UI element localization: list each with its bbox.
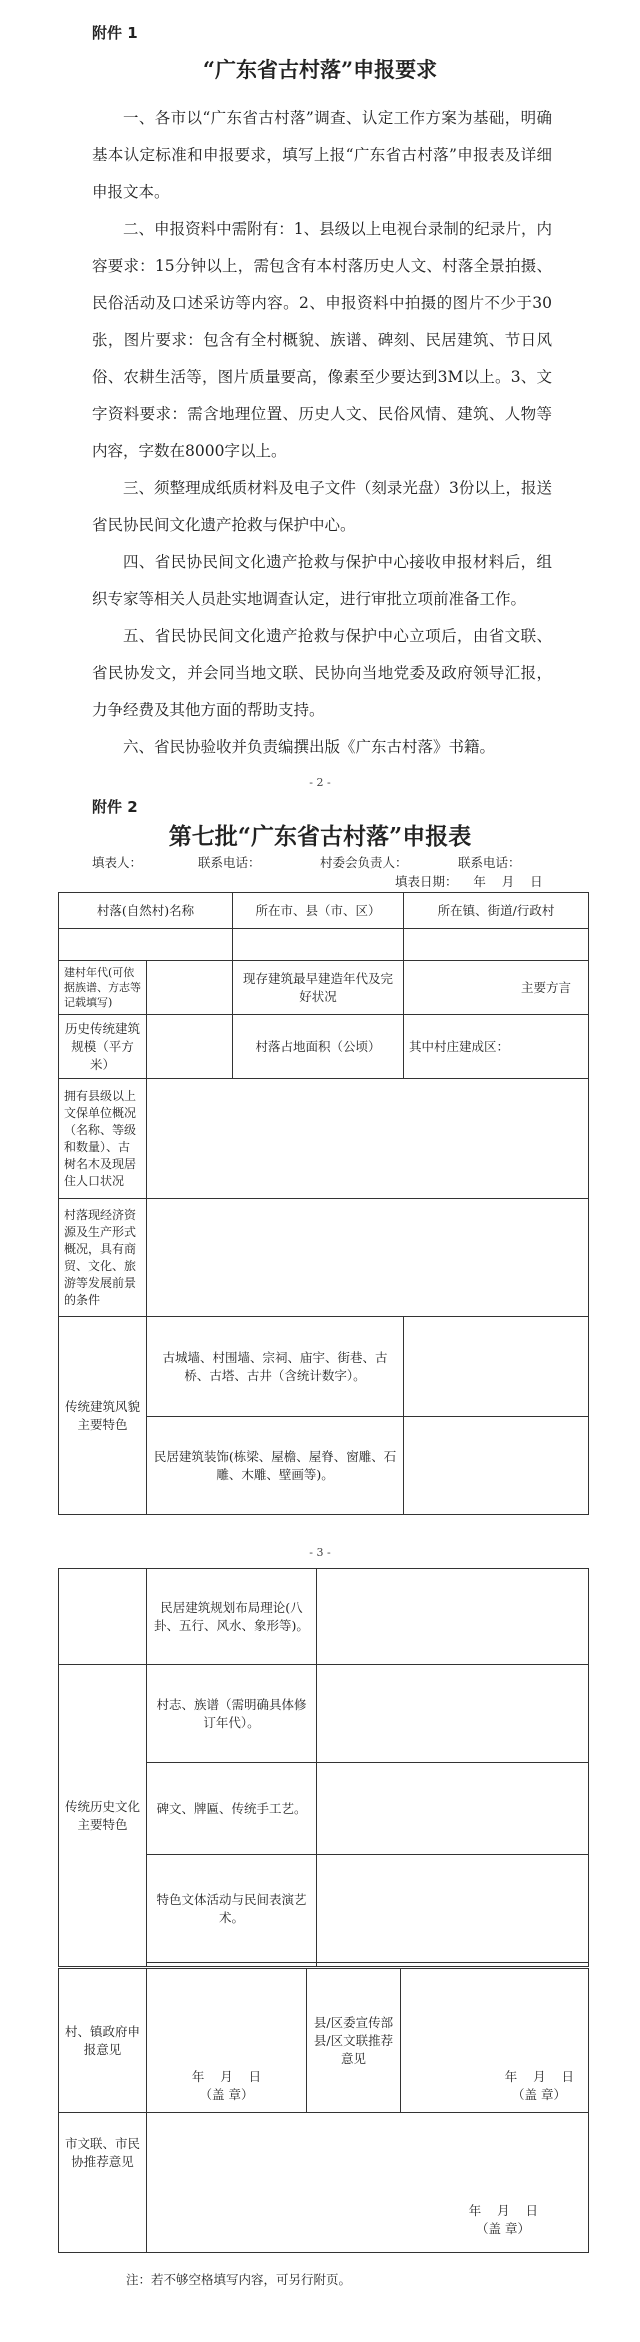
requirement-paragraph-1: 一、各市以“广东省古村落”调查、认定工作方案为基础，明确基本认定标准和申报要求，填写上报“广东省古村落”申报表及详细申报文本。 bbox=[92, 109, 552, 201]
dialect-label: 主要方言 bbox=[521, 979, 572, 995]
city-opinion-label: 市文联、市民协推荐意见 bbox=[59, 2113, 147, 2253]
requirements-body bbox=[92, 100, 552, 766]
requirement-paragraph-2: 二、申报资料中需附有：1、县级以上电视台录制的纪录片，内容要求：15分钟以上，需包含有本村落历史人文、村落全景拍摄、民俗活动及口述采访等内容。2、申报资料中拍摄的图片不少于30张，图片要求：包含有全村概貌、族谱、碑刻、民居建筑、节日风俗、农耕生活等，图片质量要高，像素至少要达到3M以上。3、文字资料要求：需含地理位置、历史人文、民俗风情、建筑、人物等内容，字数在8000字以上。 bbox=[92, 220, 552, 460]
opinion-table bbox=[58, 1968, 589, 2253]
founding-era-cell[interactable] bbox=[147, 961, 233, 1015]
town-cell[interactable] bbox=[404, 929, 589, 961]
economy-cell[interactable] bbox=[147, 1199, 589, 1317]
ancient-structures-cell[interactable] bbox=[404, 1317, 589, 1417]
attachment-2-label: 附件 2 bbox=[92, 798, 138, 816]
county-opinion-label: 县/区委宣传部县/区文联推荐意见 bbox=[307, 1969, 401, 2113]
economy-label: 村落现经济资源及生产形式概况，具有商贸、文化、旅游等发展前景的条件 bbox=[59, 1199, 147, 1317]
village-name-header: 村落(自然村)名称 bbox=[59, 893, 233, 929]
county-cell[interactable] bbox=[233, 929, 404, 961]
building-scale-cell[interactable] bbox=[147, 1015, 233, 1079]
form-title: 第七批“广东省古村落”申报表 bbox=[168, 823, 472, 850]
village-area-label: 村落占地面积（公顷） bbox=[233, 1015, 404, 1079]
requirement-paragraph-5: 五、省民协民间文化遗产抢救与保护中心立项后，由省文联、省民协发文，并会同当地文联、民协向当地党委及政府领导汇报，力争经费及其他方面的帮助支持。 bbox=[92, 627, 552, 719]
earliest-building-label: 现存建筑最早建造年代及完好状况 bbox=[233, 961, 404, 1015]
requirement-paragraph-3: 三、须整理成纸质材料及电子文件（刻录光盘）3份以上，报送省民协民间文化遗产抢救与保护中心。 bbox=[92, 479, 552, 534]
planning-blank-cell bbox=[59, 1569, 147, 1665]
fill-date-label: 填表日期： 年 月 日 bbox=[395, 874, 543, 889]
page-number-2: - 2 - bbox=[309, 776, 331, 789]
spacer-cell-1 bbox=[147, 1963, 317, 1967]
county-opinion-cell[interactable] bbox=[401, 1969, 589, 2113]
folk-activities-cell[interactable] bbox=[317, 1855, 589, 1963]
phone-label-1: 联系电话： bbox=[198, 855, 261, 870]
city-opinion-seal: （盖 章） bbox=[476, 2221, 530, 2236]
county-opinion-date: 年 月 日 bbox=[504, 2069, 574, 2084]
town-opinion-cell[interactable] bbox=[147, 1969, 307, 2113]
built-area-label[interactable]: 其中村庄建成区： bbox=[404, 1015, 589, 1079]
inscriptions-cell[interactable] bbox=[317, 1763, 589, 1855]
application-form-page-2 bbox=[58, 892, 589, 1515]
founding-era-label: 建村年代(可依据族谱、方志等记载填写) bbox=[59, 961, 147, 1015]
planning-label: 民居建筑规划布局理论(八卦、五行、风水、象形等)。 bbox=[147, 1569, 317, 1665]
town-header: 所在镇、街道/行政村 bbox=[404, 893, 589, 929]
county-opinion-seal: （盖 章） bbox=[512, 2087, 566, 2102]
attachment-1-label: 附件 1 bbox=[92, 24, 138, 42]
form-note: 注：若不够空格填写内容，可另行附页。 bbox=[126, 2272, 352, 2287]
spacer-cell-2 bbox=[317, 1963, 589, 1967]
chronicles-label: 村志、族谱（需明确具体修订年代）。 bbox=[147, 1665, 317, 1763]
town-opinion-label: 村、镇政府申报意见 bbox=[59, 1969, 147, 2113]
traditional-building-label: 传统建筑风貌主要特色 bbox=[59, 1317, 147, 1515]
page-number-3: - 3 - bbox=[309, 1546, 331, 1559]
decoration-cell[interactable] bbox=[404, 1417, 589, 1515]
folk-activities-label: 特色文体活动与民间表演艺术。 bbox=[147, 1855, 317, 1963]
phone-label-2: 联系电话： bbox=[458, 855, 521, 870]
decoration-label: 民居建筑装饰(栋梁、屋檐、屋脊、窗雕、石雕、木雕、壁画等)。 bbox=[147, 1417, 404, 1515]
inscriptions-label: 碑文、牌匾、传统手工艺。 bbox=[147, 1763, 317, 1855]
application-form-page-3 bbox=[58, 1568, 589, 1967]
requirement-paragraph-6: 六、省民协验收并负责编撰出版《广东古村落》书籍。 bbox=[123, 738, 496, 756]
city-opinion-cell[interactable] bbox=[147, 2113, 589, 2253]
village-head-label: 村委会负责人： bbox=[320, 855, 408, 870]
county-header: 所在市、县（市、区） bbox=[233, 893, 404, 929]
culture-feature-label: 传统历史文化主要特色 bbox=[59, 1665, 147, 1967]
ancient-structures-label: 古城墙、村围墙、宗祠、庙宇、街巷、古桥、古塔、古井（含统计数字）。 bbox=[147, 1317, 404, 1417]
filler-label: 填表人： bbox=[92, 855, 143, 870]
requirements-title: “广东省古村落”申报要求 bbox=[202, 57, 438, 82]
town-opinion-seal: （盖 章） bbox=[199, 2087, 254, 2102]
village-name-cell[interactable] bbox=[59, 929, 233, 961]
dialect-cell[interactable] bbox=[404, 961, 589, 1015]
protected-units-cell[interactable] bbox=[147, 1079, 589, 1199]
requirement-paragraph-4: 四、省民协民间文化遗产抢救与保护中心接收申报材料后，组织专家等相关人员赴实地调查认定，进行审批立项前准备工作。 bbox=[92, 553, 552, 608]
chronicles-cell[interactable] bbox=[317, 1665, 589, 1763]
town-opinion-date: 年 月 日 bbox=[191, 2069, 262, 2084]
building-scale-label: 历史传统建筑规模（平方米） bbox=[59, 1015, 147, 1079]
planning-cell[interactable] bbox=[317, 1569, 589, 1665]
city-opinion-date: 年 月 日 bbox=[468, 2203, 538, 2218]
protected-units-label: 拥有县级以上文保单位概况（名称、等级和数量）、古树名木及现居住人口状况 bbox=[59, 1079, 147, 1199]
